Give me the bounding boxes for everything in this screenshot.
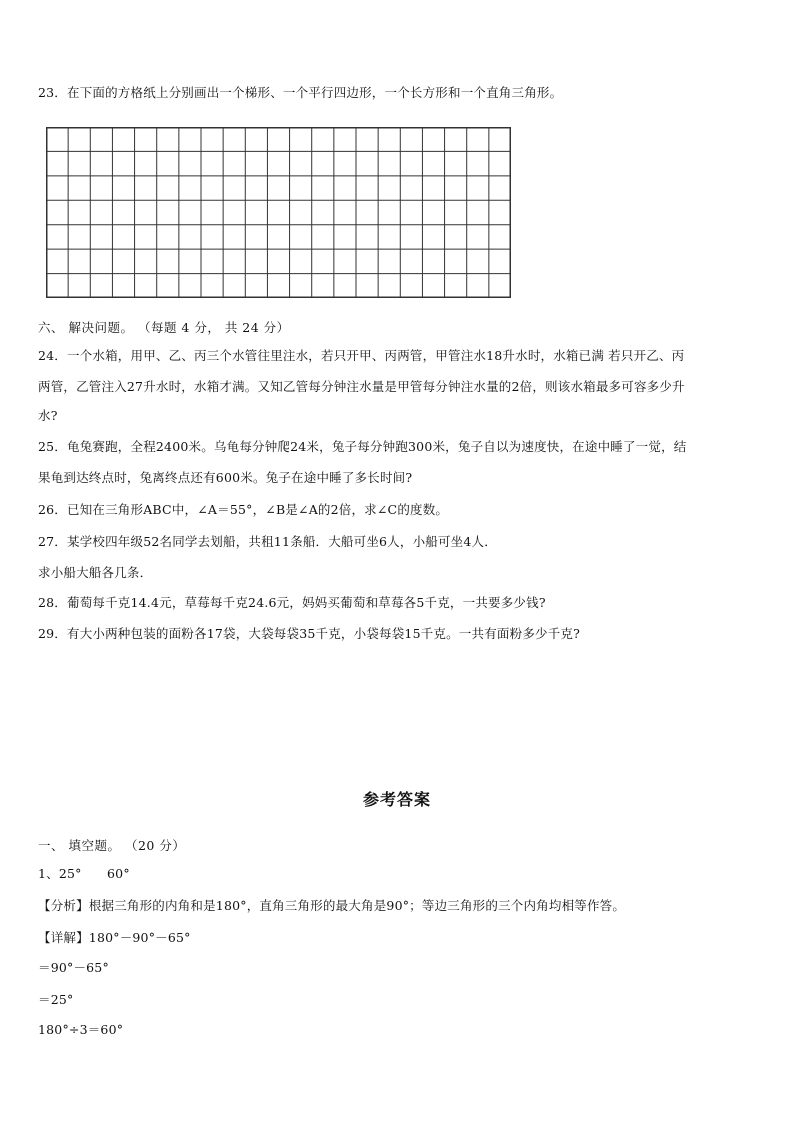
grid-paper-svg (46, 127, 511, 298)
question-25-line-1: 25．龟兔赛跑，全程2400米。乌龟每分钟爬24米，兔子每分钟跑300米，兔子自以为速度快，在途中睡了一觉，结 (38, 439, 687, 454)
answer-step-2: ＝25° (38, 992, 74, 1007)
question-25-line-2: 果龟到达终点时，兔离终点还有600米。兔子在途中睡了多长时间? (38, 470, 413, 485)
question-24-line-1: 24．一个水箱，用甲、乙、丙三个水管往里注水，若只开甲、丙两管，甲管注水18升水时，水箱已满 若只开乙、丙 (38, 348, 685, 363)
question-27-line-1: 27．某学校四年级52名同学去划船，共租11条船．大船可坐6人，小船可坐4人． (38, 534, 497, 549)
grid-paper (46, 127, 511, 298)
question-24-line-2: 两管，乙管注入27升水时，水箱才满。又知乙管每分钟注水量是甲管每分钟注水量的2倍，则该水箱最多可容多少升 (38, 379, 685, 394)
question-26: 26．已知在三角形ABC中，∠A＝55°，∠B是∠A的2倍，求∠C的度数。 (38, 502, 449, 517)
answer-analysis: 【分析】根据三角形的内角和是180°，直角三角形的最大角是90°；等边三角形的三个内角均相等作答。 (38, 898, 626, 913)
section-6-heading: 六、 解决问题。 （每题 4 分， 共 24 分） (38, 320, 290, 335)
question-23: 23．在下面的方格纸上分别画出一个梯形、一个平行四边形，一个长方形和一个直角三角形。 (38, 85, 563, 100)
question-27-line-2: 求小船大船各几条． (38, 565, 153, 580)
answer-step-1: ＝90°－65° (38, 960, 109, 975)
question-24-line-3: 水? (38, 408, 58, 423)
section-1-heading: 一、 填空题。 （20 分） (38, 838, 186, 853)
answer-detail: 【详解】180°－90°－65° (38, 930, 191, 945)
question-28: 28．葡萄每千克14.4元，草莓每千克24.6元，妈妈买葡萄和草莓各5千克，一共要多少钱? (38, 595, 546, 610)
answer-step-3: 180°÷3＝60° (38, 1022, 124, 1037)
answers-title: 参考答案 (362, 790, 431, 809)
question-29: 29．有大小两种包装的面粉各17袋，大袋每袋35千克，小袋每袋15千克。一共有面粉多少千克? (38, 626, 581, 641)
answer-1: 1、25° 60° (38, 866, 130, 881)
